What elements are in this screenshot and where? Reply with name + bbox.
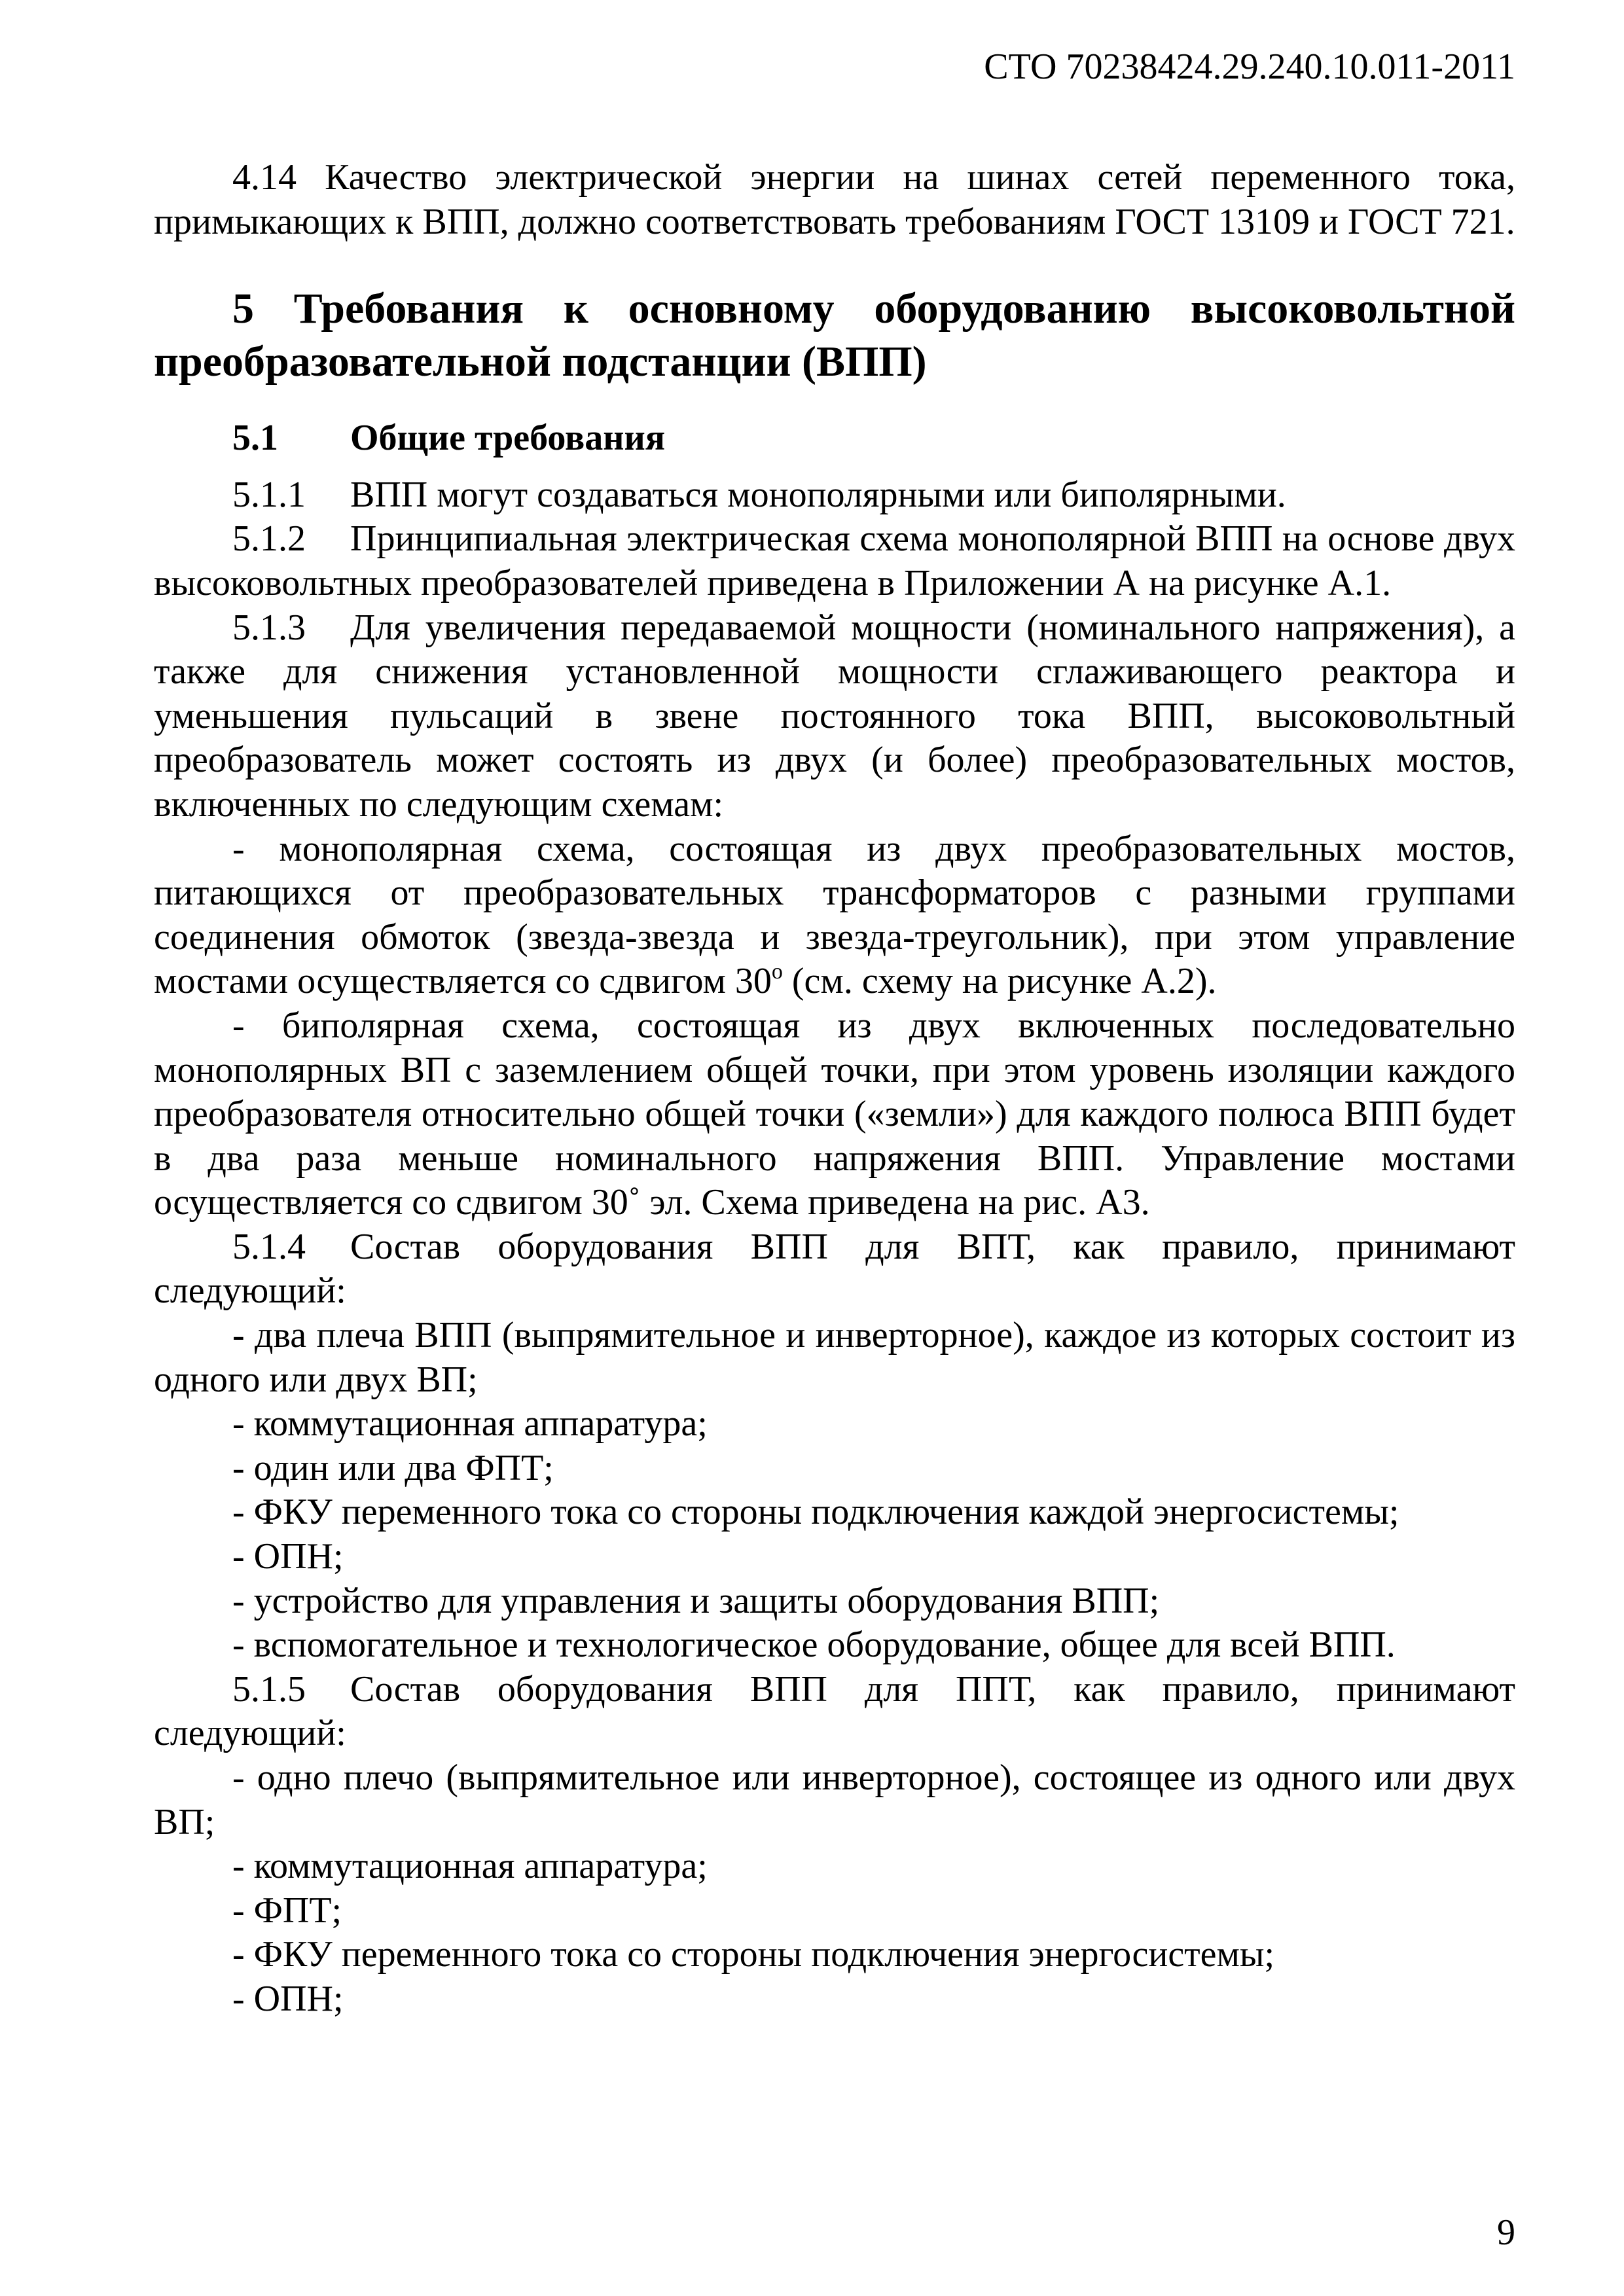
clause-text: ВПП могут создаваться монополярными или биполярными. [350,474,1286,515]
list-item: - ФКУ переменного тока со стороны подключения каждой энергосистемы; [232,1492,1399,1533]
degree-superscript: о [771,960,783,984]
subsection-number: 5.1 [232,418,278,459]
section-5-title: 5 Требования к основному оборудованию высоковольтной преобразовательной подстанции (ВПП) [154,285,1515,386]
subsection-title-text: Общие требования [350,418,666,459]
list-item: - ОПН; [232,1536,344,1577]
clause-number: 5.1.5 [232,1668,306,1710]
clause-5-1-1 [154,473,1515,518]
clause-text: Для увеличения передаваемой мощности (номинального напряжения), а также для снижения установленной мощности сглаживающего реактора и уменьшения пульсаций в звене постоянного тока ВПП, высоковольтный преобразователь может состоять из двух (и более) преобразовательных мостов, включенных по следующим схемам: [154,607,1515,825]
list-item: - ФПТ; [232,1890,342,1931]
document-body [154,156,1515,2022]
page-number: 9 [1497,2212,1515,2253]
clause-5-1-2 [154,517,1515,605]
list-item: - ОПН; [232,1978,344,2019]
list-item: - ФКУ переменного тока со стороны подключения энергосистемы; [232,1934,1275,1975]
document-code-header: СТО 70238424.29.240.10.011-2011 [984,46,1515,87]
list-item: - устройство для управления и защиты оборудования ВПП; [232,1580,1160,1621]
clause-number: 5.1.4 [232,1226,306,1267]
clause-5-1-5 [154,1668,1515,1756]
clause-text: Состав оборудования ВПП для ППТ, как правило, принимают следующий: [154,1668,1515,1754]
item-text: - монополярная схема, состоящая из двух преобразовательных мостов, питающихся от преобразовательных трансформаторов с разными группами соединения обмоток (звезда-звезда и звезда-треугольник), при этом управление мостами осуществляется со сдвигом 30 [154,828,1515,1002]
list-item: - коммутационная аппаратура; [232,1846,708,1887]
list-item: - вспомогательное и технологическое оборудование, общее для всей ВПП. [232,1624,1396,1666]
clause-text: Состав оборудования ВПП для ВПТ, как правило, принимают следующий: [154,1226,1515,1312]
clause-5-1-3 [154,606,1515,827]
list-item-bipolar-scheme: - биполярная схема, состоящая из двух включенных последовательно монополярных ВП с заземлением общей точки, при этом уровень изоляции каждого преобразователя относительно общей точки («земли») для каждого полюса ВПП будет в два раза меньше номинального напряжения ВПП. Управление мостами осуществляется со сдвигом 30˚ эл. Схема приведена на рис. А3. [154,1005,1515,1223]
clause-number: 5.1.2 [232,518,306,560]
list-item: - два плеча ВПП (выпрямительное и инверторное), каждое из которых состоит из одного или двух ВП; [154,1315,1515,1400]
subsection-5-1-title [154,416,1515,461]
list-item: - одно плечо (выпрямительное или инверторное), состоящее из одного или двух ВП; [154,1757,1515,1842]
list-item-monopolar-scheme [154,827,1515,1004]
paragraph-4-14: 4.14 Качество электрической энергии на шинах сетей переменного тока, примыкающих к ВПП, должно соответствовать требованиям ГОСТ 13109 и ГОСТ 721. [154,157,1515,242]
clause-number: 5.1.1 [232,474,306,515]
clause-text: Принципиальная электрическая схема монополярной ВПП на основе двух высоковольтных преобразователей приведена в Приложении А на рисунке А.1. [154,518,1515,603]
clause-number: 5.1.3 [232,607,306,648]
clause-5-1-4 [154,1225,1515,1314]
list-item: - один или два ФПТ; [232,1447,554,1488]
list-item: - коммутационная аппаратура; [232,1403,708,1444]
item-text-tail: (см. схему на рисунке А.2). [782,961,1217,1002]
